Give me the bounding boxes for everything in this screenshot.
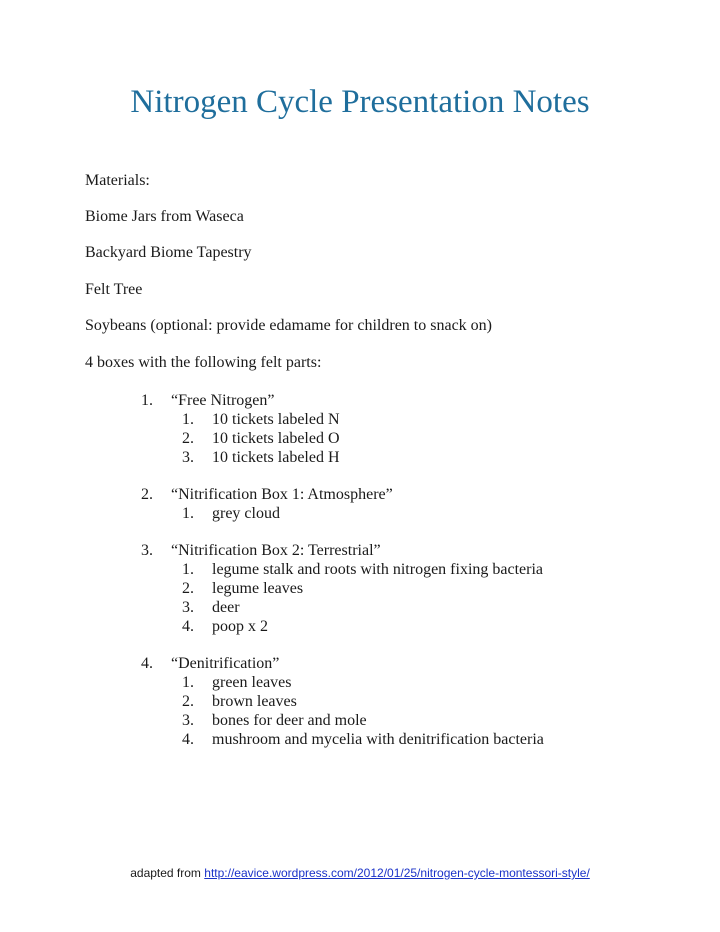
list-text: legume stalk and roots with nitrogen fixing bacteria <box>212 561 544 578</box>
list-number: 1. <box>182 505 194 522</box>
list-number: 2. <box>182 693 194 710</box>
boxes-intro: 4 boxes with the following felt parts: <box>85 354 322 371</box>
list-number: 3. <box>141 542 153 559</box>
footer-prefix: adapted from <box>130 866 205 880</box>
list-number: 1. <box>182 674 194 691</box>
material-biome-jars: Biome Jars from Waseca <box>85 208 244 225</box>
list-number: 3. <box>182 599 194 616</box>
materials-heading: Materials: <box>85 172 150 189</box>
list-text: mushroom and mycelia with denitrification bacteria <box>212 731 544 748</box>
list-number: 1. <box>141 392 153 409</box>
document-title: Nitrogen Cycle Presentation Notes <box>130 84 590 120</box>
list-number: 2. <box>182 430 194 447</box>
list-text: poop x 2 <box>212 618 268 635</box>
list-number: 3. <box>182 712 194 729</box>
list-text: “Nitrification Box 1: Atmosphere” <box>171 486 393 503</box>
list-text: 10 tickets labeled O <box>212 430 340 447</box>
list-text: brown leaves <box>212 693 297 710</box>
list-number: 1. <box>182 561 194 578</box>
list-number: 2. <box>182 580 194 597</box>
material-felt-tree: Felt Tree <box>85 281 143 298</box>
list-number: 4. <box>141 655 153 672</box>
source-link[interactable]: http://eavice.wordpress.com/2012/01/25/nitrogen-cycle-montessori-style/ <box>204 866 590 880</box>
list-text: 10 tickets labeled N <box>212 411 340 428</box>
footer-attribution <box>0 866 720 880</box>
list-text: “Denitrification” <box>171 655 280 672</box>
list-text: 10 tickets labeled H <box>212 449 340 466</box>
list-number: 4. <box>182 731 194 748</box>
list-text: legume leaves <box>212 580 304 597</box>
list-text: “Free Nitrogen” <box>171 392 275 409</box>
material-tapestry: Backyard Biome Tapestry <box>85 244 252 261</box>
list-text: “Nitrification Box 2: Terrestrial” <box>171 542 381 559</box>
list-text: deer <box>212 599 240 616</box>
list-text: green leaves <box>212 674 292 691</box>
material-soybeans: Soybeans (optional: provide edamame for children to snack on) <box>85 317 492 334</box>
list-number: 3. <box>182 449 194 466</box>
list-number: 1. <box>182 411 194 428</box>
list-number: 2. <box>141 486 153 503</box>
list-text: bones for deer and mole <box>212 712 367 729</box>
list-number: 4. <box>182 618 194 635</box>
list-text: grey cloud <box>212 505 280 522</box>
